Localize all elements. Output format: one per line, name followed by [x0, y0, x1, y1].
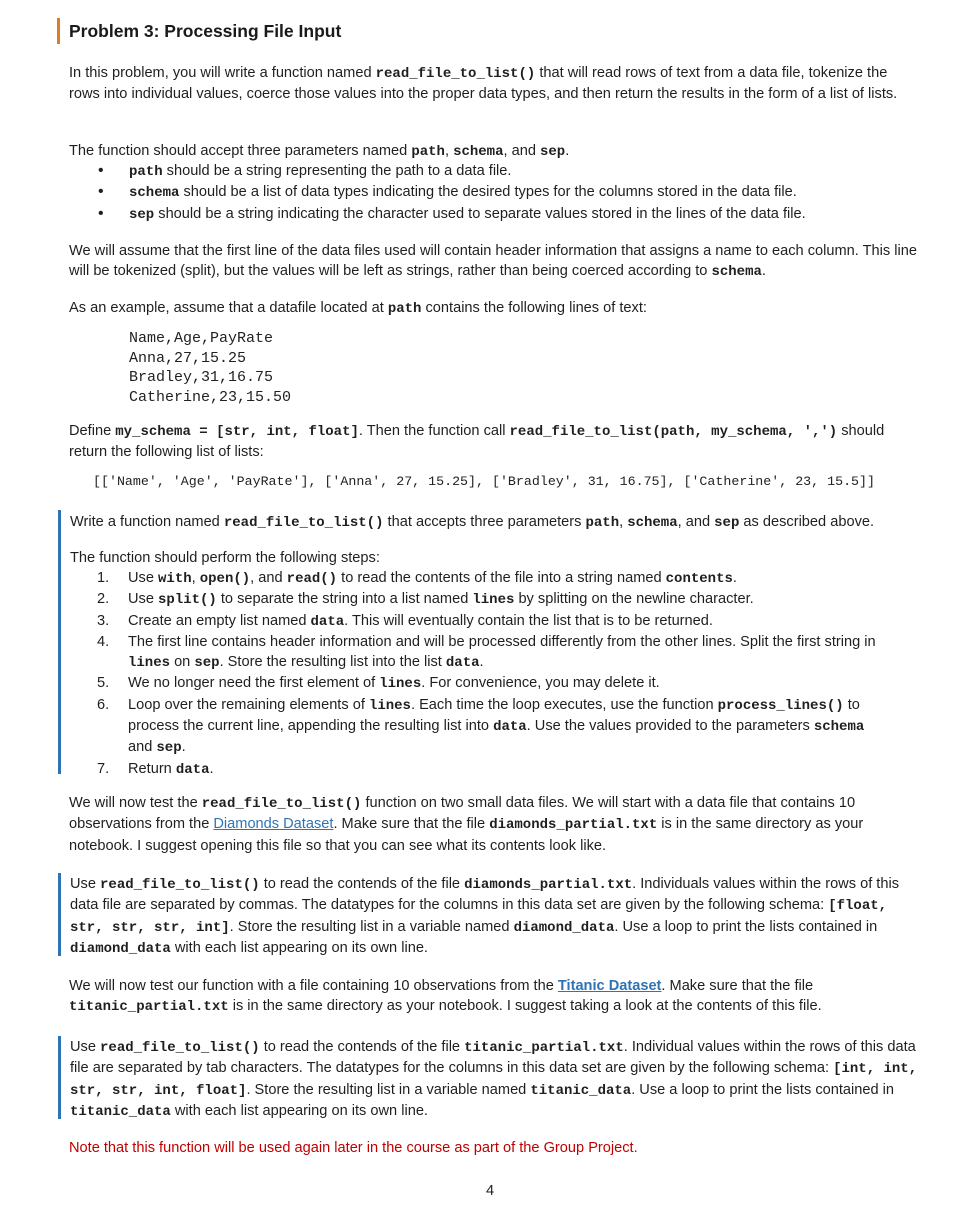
text: contains the following lines of text:	[421, 300, 647, 316]
text: The function should accept three parameters named	[69, 143, 412, 159]
text: ,	[444, 143, 454, 159]
task-statement	[70, 512, 920, 533]
text: . Store the resulting list in a variable named	[246, 1081, 531, 1098]
text: . Each time the loop executes, use the function	[410, 696, 718, 713]
text: should return the following list of lists:	[69, 423, 885, 461]
intro-paragraph	[69, 63, 919, 105]
titanic-paragraph	[69, 976, 919, 1018]
code: contents	[665, 571, 733, 587]
code-function-name: read_file_to_list()	[223, 515, 384, 531]
text: is in the same directory as your notebook. I suggest taking a look at the contents of this file.	[228, 998, 822, 1015]
text: , and	[677, 514, 715, 530]
text: We will assume that the first line of the data files used will contain header information that assigns a name to each column. This line will be tokenized (split), but the values will be left as strings, rather than being coerced according to	[69, 243, 917, 280]
header-paragraph	[69, 241, 919, 283]
text: should be a string indicating the character used to separate values stored in the lines of the data file.	[154, 205, 806, 222]
params-intro	[69, 141, 919, 162]
code: data	[175, 761, 210, 778]
text: Use	[128, 570, 159, 586]
text: As an example, assume that a datafile located at	[69, 300, 388, 316]
text: with each list appearing on its own line.	[170, 1102, 428, 1119]
text: . Individuals values within the rows of this data file are separated by commas. The datatypes for the columns in this data set are given by the following schema:	[70, 876, 900, 914]
code-path: path	[387, 301, 422, 317]
diamonds-paragraph	[69, 793, 919, 856]
example-file-contents	[129, 329, 291, 407]
code-filename: diamonds_partial.txt	[489, 817, 658, 834]
code: lines	[128, 655, 171, 672]
text: Use	[128, 591, 159, 608]
step-number: 3.	[97, 612, 110, 629]
text: . This will eventually contain the list that is to be returned.	[344, 612, 713, 629]
code: data	[445, 655, 480, 672]
code: schema	[813, 719, 865, 736]
text: that will read rows of text from a data file, tokenize the rows into individual values, coerce those values into the proper data types, and then return the results in the form of a list of lists.	[69, 65, 898, 103]
text: and	[128, 739, 157, 756]
step-item	[92, 568, 892, 589]
step-number: 1.	[97, 570, 110, 586]
code: split()	[158, 592, 217, 609]
code-filename: titanic_partial.txt	[69, 999, 229, 1016]
page-title: Problem 3: Processing File Input	[57, 18, 341, 44]
example-paragraph	[69, 298, 919, 319]
text: We will now test the	[69, 795, 202, 811]
text: . For convenience, you may delete it.	[421, 675, 660, 692]
step-item	[92, 695, 892, 759]
code-line: Anna,27,15.25	[129, 349, 247, 367]
code-function-name: read_file_to_list()	[100, 877, 260, 893]
text: to separate the string into a list named	[216, 591, 473, 608]
text: Loop over the remaining elements of	[128, 696, 369, 713]
steps-intro: The function should perform the following steps:	[70, 550, 380, 566]
steps-list	[92, 568, 892, 780]
text: ,	[619, 514, 628, 530]
text: We no longer need the first element of	[128, 675, 380, 692]
text: . Make sure that the file	[333, 816, 490, 833]
expected-result: [['Name', 'Age', 'PayRate'], ['Anna', 27, 15.25], ['Bradley', 31, 16.75], ['Catherine', 23, 15.5]]	[93, 474, 875, 489]
step-number: 6.	[97, 696, 110, 713]
code: lines	[368, 697, 411, 714]
code-filename: diamonds_partial.txt	[464, 877, 633, 893]
code-variable: titanic_data	[70, 1103, 171, 1120]
text: ,	[191, 570, 200, 586]
text: .	[479, 654, 484, 671]
text: to process the current line, appending the resulting list into	[128, 696, 860, 735]
text: We will now test our function with a file containing 10 observations from the	[69, 978, 558, 994]
text: that accepts three parameters	[383, 514, 586, 530]
code: process_lines()	[717, 697, 844, 714]
step-number: 5.	[97, 675, 110, 692]
text: Use	[70, 876, 101, 892]
text: is in the same directory as your notebook. I suggest opening this file so that you can see what its contents look like.	[69, 816, 864, 854]
code-function-name: read_file_to_list()	[375, 66, 536, 82]
task-statement	[70, 874, 920, 959]
list-item	[98, 182, 928, 203]
text: .	[732, 570, 737, 586]
list-item	[98, 161, 928, 182]
parameter-list	[98, 161, 928, 225]
code-path: path	[585, 515, 620, 531]
task-block-titanic	[58, 1036, 926, 1119]
code-sep: sep	[714, 515, 740, 531]
code-function-call: read_file_to_list(path, my_schema, ',')	[509, 424, 838, 440]
text: . Use a loop to print the lists contained in	[614, 918, 878, 935]
step-item	[92, 632, 892, 674]
code-term: path	[129, 164, 163, 180]
step-number: 7.	[97, 760, 110, 777]
text: as described above.	[739, 514, 875, 530]
page-number: 4	[485, 1183, 495, 1199]
code: lines	[379, 676, 422, 693]
titanic-dataset-link[interactable]: Titanic Dataset	[557, 978, 662, 994]
text: should be a list of data types indicating the desired types for the columns stored in the data file.	[179, 184, 797, 201]
text: . Use a loop to print the lists contained in	[631, 1081, 895, 1098]
text: , and	[503, 143, 540, 159]
code: lines	[472, 592, 515, 609]
code-schema: [float, str, str, str, int]	[70, 898, 888, 936]
code-function-name: read_file_to_list()	[100, 1040, 260, 1056]
text: . Store the resulting list into the list	[219, 654, 446, 671]
text: to read the contents of the file into a string named	[337, 570, 666, 586]
text: In this problem, you will write a function named	[69, 65, 376, 81]
text: . Store the resulting list in a variable named	[229, 918, 514, 935]
code-variable: diamond_data	[513, 919, 615, 936]
diamonds-dataset-link[interactable]: Diamonds Dataset	[213, 816, 334, 833]
text: .	[565, 143, 570, 159]
code-sep: sep	[540, 144, 566, 160]
code: sep	[156, 740, 182, 757]
code-function-name: read_file_to_list()	[201, 796, 362, 812]
code: data	[310, 613, 345, 630]
code-schema: schema	[453, 144, 504, 160]
list-item	[98, 204, 928, 225]
code-schema: [int, int, str, str, int, float]	[70, 1061, 918, 1099]
code: read()	[286, 571, 338, 587]
code-line: Name,Age,PayRate	[129, 330, 274, 347]
text: to read the contends of the file	[259, 876, 465, 892]
step-item	[92, 759, 892, 780]
text: . Make sure that the file	[661, 978, 814, 994]
code-filename: titanic_partial.txt	[464, 1040, 624, 1056]
code-line: Bradley,31,16.75	[129, 369, 274, 386]
step-number: 4.	[97, 633, 110, 650]
group-project-note: Note that this function will be used again later in the course as part of the Group Project.	[69, 1140, 638, 1156]
text: .	[209, 760, 214, 777]
text: with each list appearing on its own line.	[170, 939, 428, 956]
code: with	[158, 571, 192, 587]
code-schema: schema	[711, 264, 762, 281]
code-term: schema	[129, 185, 180, 202]
text: Use	[70, 1039, 101, 1055]
text: .	[761, 263, 766, 280]
task-block-diamonds	[58, 873, 926, 956]
text: Create an empty list named	[128, 612, 311, 629]
text: on	[170, 654, 195, 671]
text: .	[181, 739, 186, 756]
text: Define	[69, 423, 116, 439]
text: should be a string representing the path to a data file.	[162, 163, 512, 179]
code-schema-definition: my_schema = [str, int, float]	[115, 424, 359, 440]
text: to read the contends of the file	[259, 1039, 465, 1055]
task-statement	[70, 1037, 920, 1122]
code-variable: diamond_data	[70, 940, 171, 957]
step-item	[92, 673, 892, 694]
text: . Then the function call	[358, 423, 510, 439]
text: The first line contains header information and will be processed differently from the other lines. Split the first string in	[128, 633, 876, 650]
code: sep	[194, 655, 220, 672]
text: . Use the values provided to the parameters	[526, 718, 814, 735]
code: data	[493, 719, 527, 736]
define-paragraph	[69, 421, 919, 463]
code-term: sep	[129, 206, 155, 223]
code-path: path	[411, 144, 445, 160]
text: by splitting on the newline character.	[514, 591, 754, 608]
code: open()	[199, 571, 251, 587]
text: . Individual values within the rows of this data file are separated by tab characters. The datatypes for the columns in this data set are given by the following schema:	[70, 1039, 916, 1077]
step-item	[92, 589, 892, 610]
code-schema: schema	[627, 515, 678, 531]
text: Write a function named	[70, 514, 224, 530]
text: Return	[128, 760, 176, 777]
step-item	[92, 611, 892, 632]
text: function on two small data files. We will start with a data file that contains 10 observations from the	[69, 795, 856, 833]
text: , and	[250, 570, 287, 586]
code-line: Catherine,23,15.50	[129, 388, 292, 406]
code-variable: titanic_data	[530, 1082, 632, 1099]
step-number: 2.	[97, 591, 110, 608]
